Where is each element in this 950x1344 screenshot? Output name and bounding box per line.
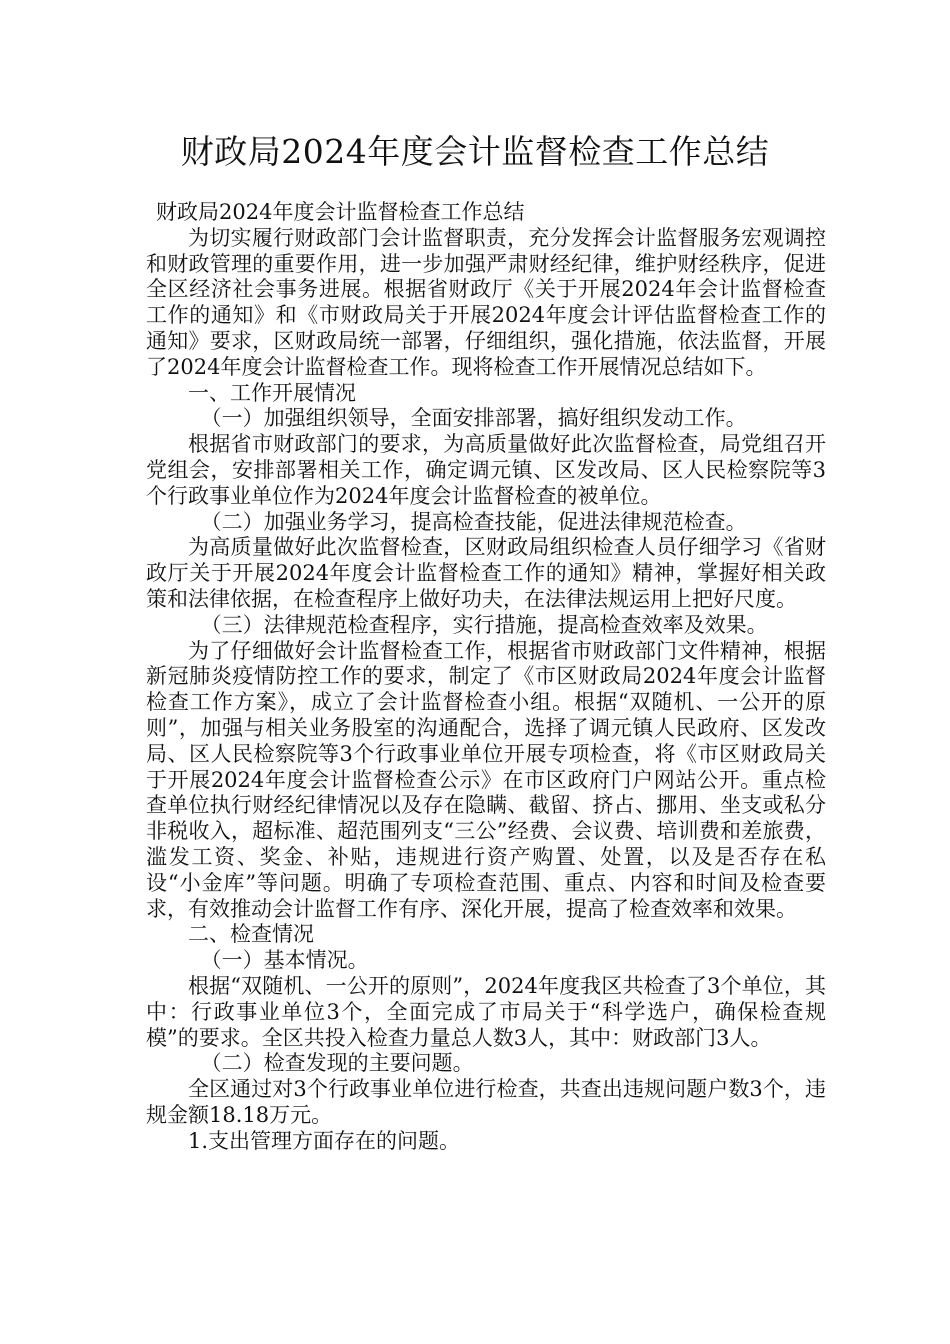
paragraph-procedure: 为了仔细做好会计监督检查工作，根据省市财政部门文件精神，根据新冠肺炎疫情防控工作的要求，制定了《市区财政局2024年度会计监督检查工作方案》，成立了会计监督检查小组。根据“双随机、一公开的原则”，加强与相关业务股室的沟通配合，选择了调元镇人民政府、区发改局、区人民检察院等3个行政事业单位开展专项检查，将《市区财政局关于开展2024年度会计监督检查公示》在市区政府门户网站公开。重点检查单位执行财经纪律情况以及存在隐瞒、截留、挤占、挪用、坐支或私分非税收入，超标准、超范围列支“三公”经费、会议费、培训费和差旅费，滥发工资、奖金、补贴，违规进行资产购置、处置，以及是否存在私设“小金库”等问题。明确了专项检查范围、重点、内容和时间及检查要求，有效推动会计监督工作有序、深化开展，提高了检查效率和效果。 bbox=[146, 638, 826, 921]
document-title: 财政局2024年度会计监督检查工作总结 bbox=[180, 132, 770, 171]
document-body bbox=[146, 200, 826, 1154]
paragraph-study: 为高质量做好此次监督检查，区财政局组织检查人员仔细学习《省财政厅关于开展2024年度会计监督检查工作的通知》精神，掌握好相关政策和法律依据，在检查程序上做好功夫，在法律法规运用上把好尺度。 bbox=[146, 535, 826, 611]
paragraph-intro: 为切实履行财政部门会计监督职责，充分发挥会计监督服务宏观调控和财政管理的重要作用，进一步加强严肃财经纪律，维护财经秩序，促进全区经济社会事务进展。根据省财政厅《关于开展2024年会计监督检查工作的通知》和《市财政局关于开展2024年度会计评估监督检查工作的通知》要求，区财政局统一部署，仔细组织，强化措施，依法监督，开展了2024年度会计监督检查工作。现将检查工作开展情况总结如下。 bbox=[146, 225, 826, 379]
paragraph-organization: 根据省市财政部门的要求，为高质量做好此次监督检查，局党组召开党组会，安排部署相关工作，确定调元镇、区发改局、区人民检察院等3个行政事业单位作为2024年度会计监督检查的被单位。 bbox=[146, 432, 826, 508]
item-heading-expenditure: 1.支出管理方面存在的问题。 bbox=[188, 1128, 461, 1153]
subsection-heading-organization: （一）加强组织领导，全面安排部署，搞好组织发动工作。 bbox=[200, 406, 747, 431]
paragraph-basic: 根据“双随机、一公开的原则”，2024年度我区共检查了3个单位，其中：行政事业单位3个，全面完成了市局关于“科学选户，确保检查规模”的要求。全区共投入检查力量总人数3人，其中：财政部门3人。 bbox=[146, 973, 826, 1050]
section-heading-work: 一、工作开展情况 bbox=[188, 380, 356, 405]
document-subtitle: 财政局2024年度会计监督检查工作总结 bbox=[156, 200, 525, 224]
section-heading-inspection: 二、检查情况 bbox=[188, 922, 314, 947]
subsection-heading-procedure: （三）法律规范检查程序，实行措施，提高检查效率及效果。 bbox=[200, 612, 768, 637]
paragraph-problems: 全区通过对3个行政事业单位进行检查，共查出违规问题户数3个，违规金额18.18万元。 bbox=[146, 1077, 826, 1127]
subsection-heading-basic: （一）基本情况。 bbox=[200, 948, 369, 973]
subsection-heading-study: （二）加强业务学习，提高检查技能，促进法律规范检查。 bbox=[200, 509, 747, 534]
subsection-heading-problems: （二）检查发现的主要问题。 bbox=[200, 1051, 474, 1076]
